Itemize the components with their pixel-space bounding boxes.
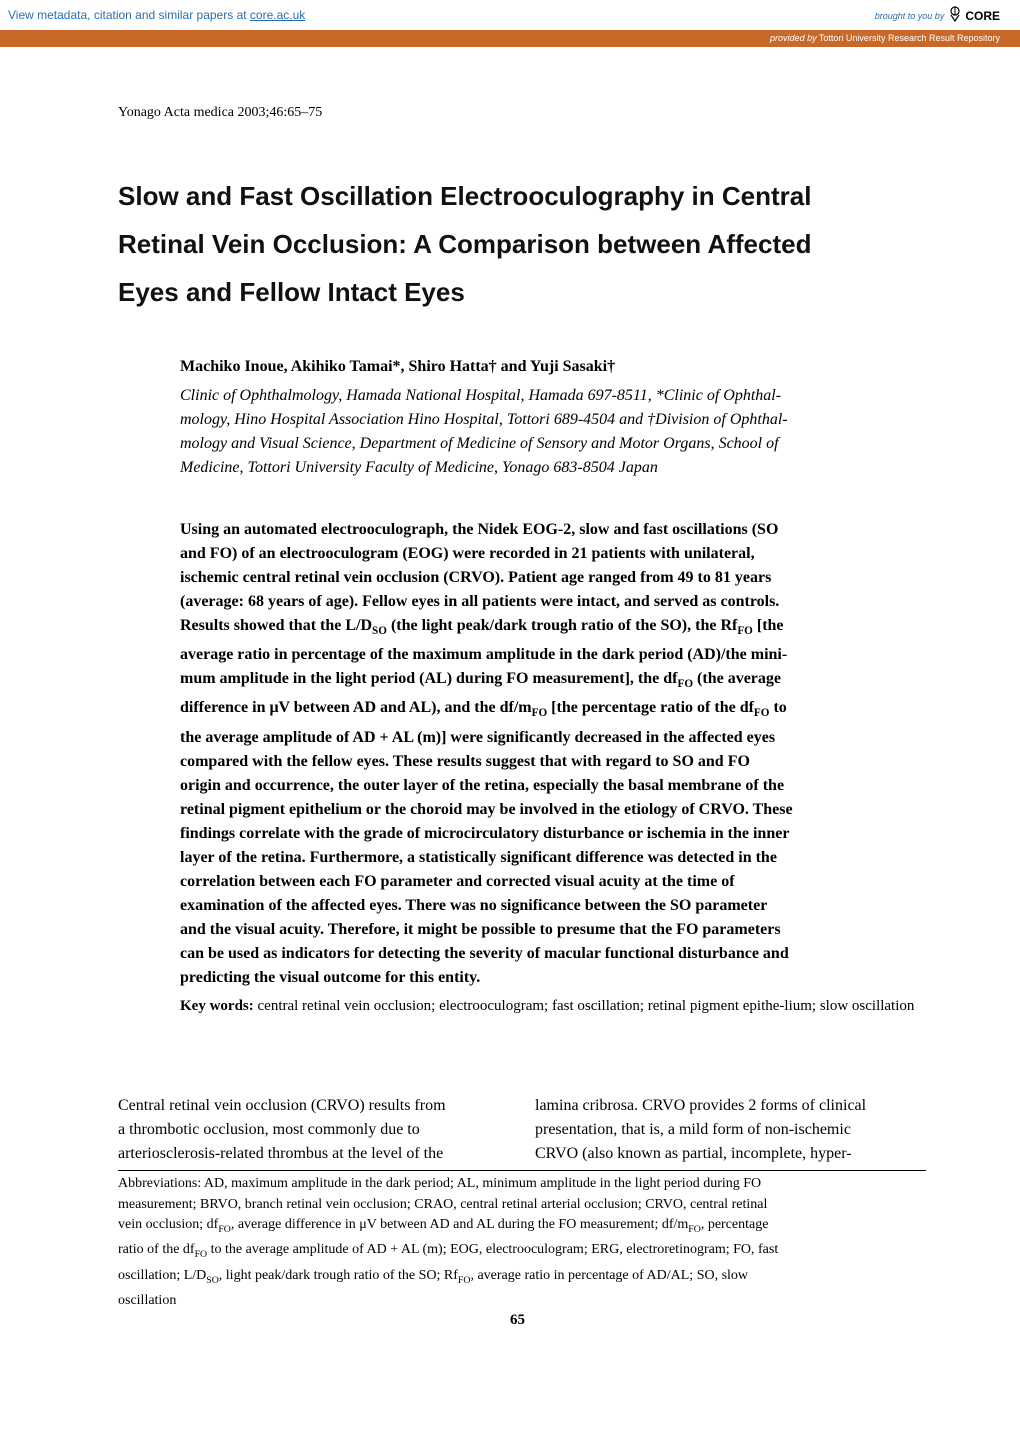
core-brand[interactable] — [875, 6, 1000, 25]
core-logo-text: CORE — [965, 8, 1000, 23]
abstract-line: compared with the fellow eyes. These results suggest that with regard to SO and FO — [180, 752, 750, 770]
affiliation-line: Medicine, Tottori University Faculty of Medicine, Yonago 683-8504 Japan — [180, 459, 658, 476]
body-line: CRVO (also known as partial, incomplete, hyper- — [535, 1145, 852, 1162]
abstract — [180, 518, 925, 990]
journal-citation: Yonago Acta medica 2003;46:65–75 — [118, 105, 323, 120]
author-list: Machiko Inoue, Akihiko Tamai*, Shiro Hatta† and Yuji Sasaki† — [180, 358, 616, 375]
keywords — [180, 994, 925, 1018]
footnote-line: oscillation — [118, 1292, 177, 1308]
footnote-line: vein occlusion; $df_{FO}$, average difference in μV between AD and AL during the FO measurement; $df/m_{FO}$, percentage — [118, 1217, 769, 1235]
abstract-line: correlation between each FO parameter and corrected visual acuity at the time of — [180, 872, 735, 890]
title-line: Eyes and Fellow Intact Eyes — [118, 277, 465, 307]
core-provider-strip — [0, 30, 1020, 47]
footnote-divider — [118, 1170, 926, 1171]
abstract-line: can be used as indicators for detecting the severity of macular functional disturbance and — [180, 944, 789, 962]
paper-title — [118, 172, 928, 316]
core-brought-by: brought to you by — [874, 10, 945, 21]
abstract-line: layer of the retina. Furthermore, a statistically significant difference was detected in the — [180, 848, 777, 866]
core-banner — [0, 0, 1020, 47]
page-number: 65 — [510, 1312, 525, 1328]
footnote-line: ratio of the $df_{FO}$ to the average amplitude of AD + AL (m); EOG, electrooculogram; ERG, electroretinogram; FO, fast — [118, 1242, 779, 1261]
affiliation-line: mology, Hino Hospital Association Hino Hospital, Tottori 689-4504 and †Division of Ophthal- — [180, 411, 788, 428]
abstract-line: average ratio in percentage of the maximum amplitude in the dark period (AD)/the mini- — [180, 646, 788, 664]
abstract-line: findings correlate with the grade of microcirculatory disturbance or ischemia in the inner — [180, 824, 790, 842]
abstract-line: examination of the affected eyes. There was no significance between the SO parameter — [180, 896, 768, 914]
abbreviations-footnote — [118, 1174, 926, 1311]
core-link-url[interactable]: core.ac.uk — [249, 8, 306, 22]
abstract-line: (average: 68 years of age). Fellow eyes in all patients were intact, and served as controls. — [180, 593, 780, 610]
body-line: Central retinal vein occlusion (CRVO) results from — [118, 1097, 446, 1114]
title-line: Slow and Fast Oscillation Electrooculography in Central — [118, 181, 812, 211]
abstract-line: mum amplitude in the light period (AL) during FO measurement], the $df_{FO}$ (the average — [180, 670, 781, 691]
body-column-right — [535, 1094, 927, 1166]
body-column-left — [118, 1094, 510, 1166]
keywords-text: central retinal vein occlusion; electrooculogram; fast oscillation; retinal pigment epithe-lium; slow oscillation — [253, 998, 915, 1014]
abstract-line: and FO) of an electrooculogram (EOG) were recorded in 21 patients with unilateral, — [180, 545, 755, 562]
affiliation-line: mology and Visual Science, Department of Medicine of Sensory and Motor Organs, School of — [180, 435, 779, 452]
abstract-line: the average amplitude of AD + AL (m)] were significantly decreased in the affected eyes — [180, 728, 776, 746]
body-line: a thrombotic occlusion, most commonly due to — [118, 1121, 420, 1138]
abstract-line: retinal pigment epithelium or the choroid may be involved in the etiology of CRVO. These — [180, 800, 793, 818]
abstract-line: ischemic central retinal vein occlusion (CRVO). Patient age ranged from 49 to 81 years — [180, 569, 772, 586]
provided-by-label: provided by — [770, 33, 817, 43]
core-link-prefix: View metadata, citation and similar papers at — [8, 8, 250, 22]
keywords-label: Key words: — [180, 998, 254, 1014]
abstract-line: predicting the visual outcome for this entity. — [180, 968, 481, 986]
footnote-line: Abbreviations: AD, maximum amplitude in the dark period; AL, minimum amplitude in the light period during FO — [118, 1176, 762, 1191]
footnote-line: measurement; BRVO, branch retinal vein occlusion; CRAO, central retinal arterial occlusion; CRVO, central retinal — [118, 1196, 768, 1212]
abstract-line: Using an automated electrooculograph, the Nidek EOG-2, slow and fast oscillations (SO — [180, 521, 779, 538]
abstract-line: and the visual acuity. Therefore, it might be possible to presume that the FO parameters — [180, 920, 781, 938]
affiliation-line: Clinic of Ophthalmology, Hamada National Hospital, Hamada 697-8511, *Clinic of Ophthal- — [180, 387, 782, 404]
core-metadata-link[interactable] — [8, 8, 305, 22]
abstract-line: Results showed that the $L/D_{SO}$ (the light peak/dark trough ratio of the SO), the $Rf_{FO}$ [the — [180, 617, 784, 638]
core-top-row — [0, 0, 1020, 30]
affiliation — [180, 384, 925, 480]
body-line: presentation, that is, a mild form of non-ischemic — [535, 1121, 851, 1138]
core-logo-icon — [948, 6, 962, 25]
footnote-line: oscillation; $L/D_{SO}$, light peak/dark trough ratio of the SO; $Rf_{FO}$, average ratio in percentage of AD/AL; SO, slow — [118, 1267, 749, 1286]
abstract-line: difference in μV between AD and AL), and the $df/m_{FO}$ [the percentage ratio of the $df_{FO}$ to — [180, 699, 787, 720]
abstract-line: origin and occurrence, the outer layer of the retina, especially the basal membrane of the — [180, 776, 785, 794]
body-line: arteriosclerosis-related thrombus at the level of the — [118, 1145, 444, 1162]
provider-link[interactable]: Tottori University Research Result Repository — [818, 33, 1000, 43]
title-line: Retinal Vein Occlusion: A Comparison between Affected — [118, 229, 812, 259]
body-line: lamina cribrosa. CRVO provides 2 forms of clinical — [535, 1097, 867, 1114]
